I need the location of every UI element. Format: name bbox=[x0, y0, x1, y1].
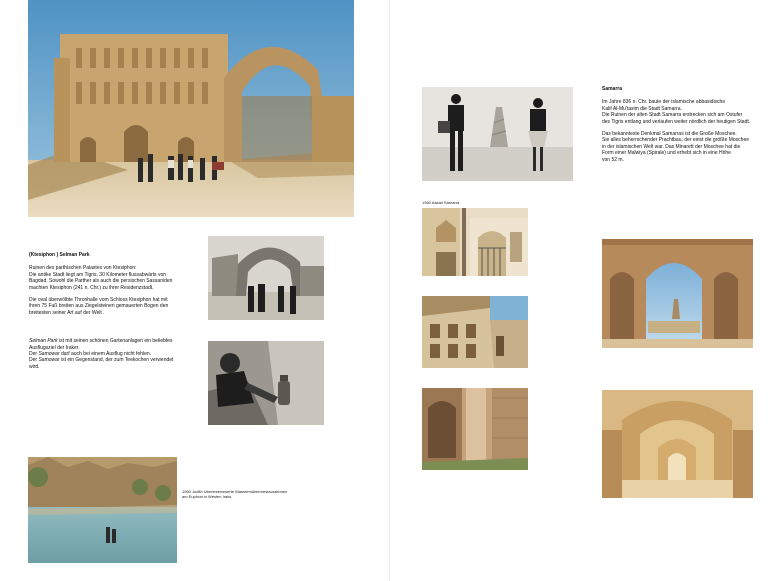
selman-park-paragraph: Selman Park ist mit seinen schönen Gartenanlagen ein beliebtes Ausflugsziel der Iraker. Der Samowar darf auch bei einem Ausflug nicht fehlen. Der Samowar ist ein Gegenstand, der zum Teekochen verwendet wird. bbox=[29, 338, 174, 370]
askari-shrine-photo bbox=[422, 208, 528, 276]
malwiya-couple-photo bbox=[422, 87, 573, 181]
right-page bbox=[390, 0, 780, 581]
courtyard-photo bbox=[422, 296, 528, 368]
shrine-caption: 1960 Askari Samarra bbox=[422, 200, 460, 205]
euphrates-photo bbox=[28, 457, 177, 563]
ktesiphon-paragraph-1: Ruinen des parthischen Palastes von Ktesiphon: Die antike Stadt liegt am Tigris, 30 Kilometer flussabwärts von Bagdad. Sowohl die Parther als auch die persischen Sassaniden machten Ktesiphon (241 n. Chr.) zu ihrer Residenzstadt. bbox=[29, 265, 173, 291]
samarra-paragraph-1: Im Jahre 836 n. Chr. baute der islamische abbasidische Kalif Al-Mu'tasim die Stadt Samarra. Die Ruinen der alten Stadt Samarra erstrecken sich am Ostufer des Tigris entlang und verlaufen weiter nördlich der heutigen Stadt. bbox=[602, 99, 751, 125]
ktesiphon-heading: (Ktesiphon ) Selman Park bbox=[29, 252, 90, 258]
ktesiphon-text bbox=[29, 252, 199, 376]
ctesiphon-bw-photo bbox=[208, 236, 324, 320]
samarra-arches-photo bbox=[602, 239, 753, 348]
samarra-paragraph-2: Das bekannteste Denkmal Samarras ist die Große Moschee. Sie alles beherrschender Prachtbau, der einst die größte Moschee in der islamischen Welt war. Das Minarett der Moschee hat die Form einer Malwiya (Spirale) und erhebt sich in eine Höhe von 52 m. bbox=[602, 131, 750, 163]
ktesiphon-paragraph-2: Die oval überwölbte Thronhalle vom Schloss Ktesiphon hat mit ihren 75 Fuß breiten aus Ziegelsteinen gemauerten Bogen den breitesten seiner Art auf der Welt . bbox=[29, 297, 169, 316]
euphrates-caption: 1960 Judith Uberlebenswerte Wassermühlenrestaurationen am Euphrat in Westen Iraks bbox=[182, 489, 288, 499]
samarra-heading: Samarra bbox=[602, 86, 623, 92]
samowar-man-photo bbox=[208, 341, 324, 425]
brick-corridor-photo bbox=[422, 388, 528, 470]
samarra-text bbox=[602, 86, 774, 169]
ctesiphon-arch-photo bbox=[28, 0, 354, 217]
arcade-corridor-photo bbox=[602, 390, 753, 498]
